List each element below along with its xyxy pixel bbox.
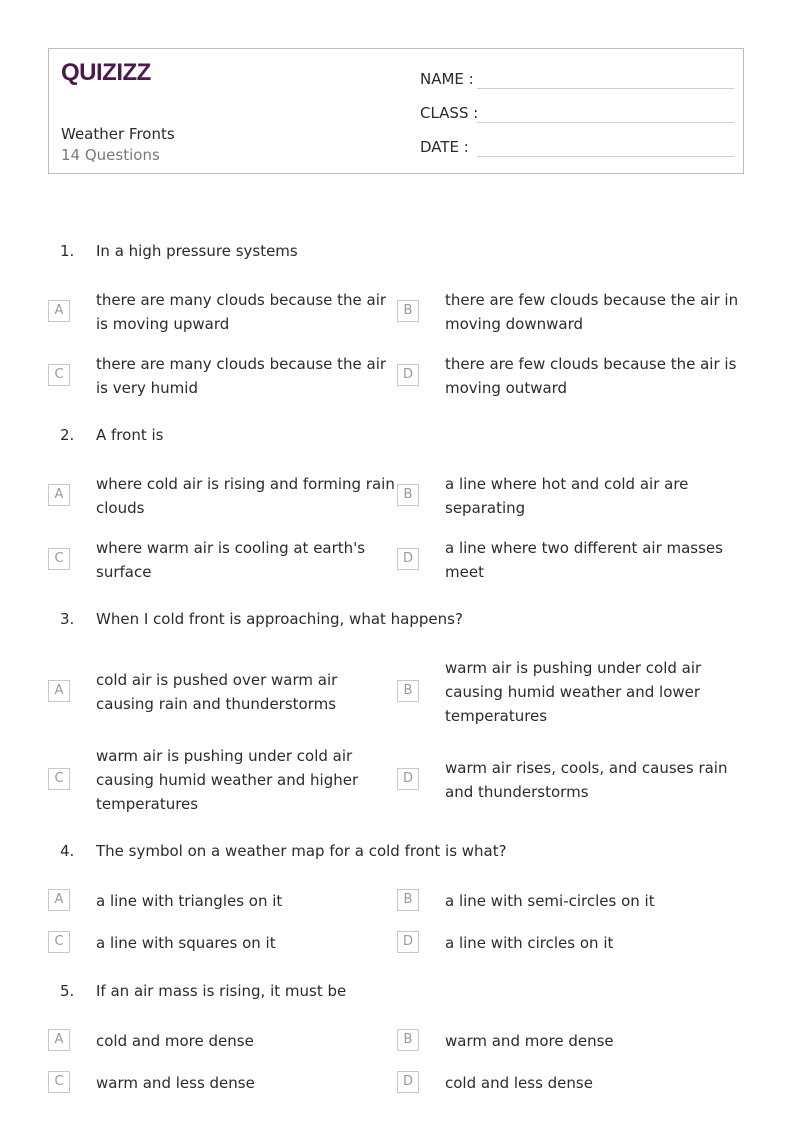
question-text: If an air mass is rising, it must be — [96, 982, 347, 1000]
option-letter-d[interactable]: D — [397, 768, 419, 790]
option-text-c[interactable]: where warm air is cooling at earth's surface — [96, 539, 366, 581]
worksheet-header — [48, 48, 744, 174]
worksheet-title: Weather Fronts — [61, 125, 175, 143]
option-letter-b[interactable]: B — [397, 1029, 419, 1051]
option-letter-b[interactable]: B — [397, 484, 419, 506]
option-text-a[interactable]: there are many clouds because the air is moving upward — [96, 291, 387, 333]
option-letter-c[interactable]: C — [48, 1071, 70, 1093]
question-text: In a high pressure systems — [96, 242, 298, 260]
option-letter-c[interactable]: C — [48, 364, 70, 386]
option-letter-b[interactable]: B — [397, 680, 419, 702]
question-number: 2. — [60, 426, 75, 444]
option-text-b[interactable]: warm and more dense — [445, 1032, 614, 1050]
option-letter-d[interactable]: D — [397, 364, 419, 386]
option-text-a[interactable]: cold and more dense — [96, 1032, 254, 1050]
option-text-b[interactable]: a line with semi-circles on it — [445, 892, 655, 910]
question-number: 4. — [60, 842, 75, 860]
question-text: When I cold front is approaching, what happens? — [96, 610, 463, 628]
option-letter-a[interactable]: A — [48, 484, 70, 506]
question-number: 5. — [60, 982, 75, 1000]
option-text-d[interactable]: warm air rises, cools, and causes rain and thunderstorms — [445, 759, 728, 801]
option-text-b[interactable]: there are few clouds because the air in moving downward — [445, 291, 739, 333]
option-text-d[interactable]: a line with circles on it — [445, 934, 614, 952]
option-text-c[interactable]: a line with squares on it — [96, 934, 276, 952]
class-line[interactable] — [477, 122, 734, 123]
option-letter-d[interactable]: D — [397, 931, 419, 953]
option-letter-d[interactable]: D — [397, 1071, 419, 1093]
class-field[interactable] — [420, 101, 734, 125]
question-count: 14 Questions — [61, 146, 160, 164]
option-text-d[interactable]: cold and less dense — [445, 1074, 593, 1092]
option-letter-a[interactable]: A — [48, 1029, 70, 1051]
option-text-a[interactable]: cold air is pushed over warm air causing rain and thunderstorms — [96, 671, 338, 713]
date-field[interactable] — [420, 135, 734, 159]
option-letter-d[interactable]: D — [397, 548, 419, 570]
question-number: 3. — [60, 610, 75, 628]
option-text-c[interactable]: there are many clouds because the air is very humid — [96, 355, 387, 397]
option-letter-c[interactable]: C — [48, 931, 70, 953]
option-letter-a[interactable]: A — [48, 889, 70, 911]
option-letter-c[interactable]: C — [48, 548, 70, 570]
date-line[interactable] — [477, 156, 734, 157]
class-label: CLASS : — [420, 104, 479, 122]
question-number: 1. — [60, 242, 75, 260]
name-label: NAME : — [420, 70, 474, 88]
question-text: A front is — [96, 426, 164, 444]
option-text-c[interactable]: warm and less dense — [96, 1074, 255, 1092]
option-letter-c[interactable]: C — [48, 768, 70, 790]
option-letter-a[interactable]: A — [48, 300, 70, 322]
option-text-a[interactable]: a line with triangles on it — [96, 892, 283, 910]
option-text-c[interactable]: warm air is pushing under cold air causing humid weather and higher temperatures — [96, 747, 359, 813]
option-letter-b[interactable]: B — [397, 889, 419, 911]
option-letter-b[interactable]: B — [397, 300, 419, 322]
option-text-d[interactable]: a line where two different air masses meet — [445, 539, 723, 581]
option-text-b[interactable]: a line where hot and cold air are separating — [445, 475, 689, 517]
name-field[interactable] — [420, 67, 734, 91]
name-line[interactable] — [477, 88, 734, 89]
quizizz-logo: QUIZIZZ — [61, 59, 151, 86]
option-letter-a[interactable]: A — [48, 680, 70, 702]
question-text: The symbol on a weather map for a cold front is what? — [96, 842, 507, 860]
date-label: DATE : — [420, 138, 469, 156]
option-text-b[interactable]: warm air is pushing under cold air causing humid weather and lower temperatures — [445, 659, 702, 725]
option-text-d[interactable]: there are few clouds because the air is moving outward — [445, 355, 737, 397]
option-text-a[interactable]: where cold air is rising and forming rain clouds — [96, 475, 395, 517]
